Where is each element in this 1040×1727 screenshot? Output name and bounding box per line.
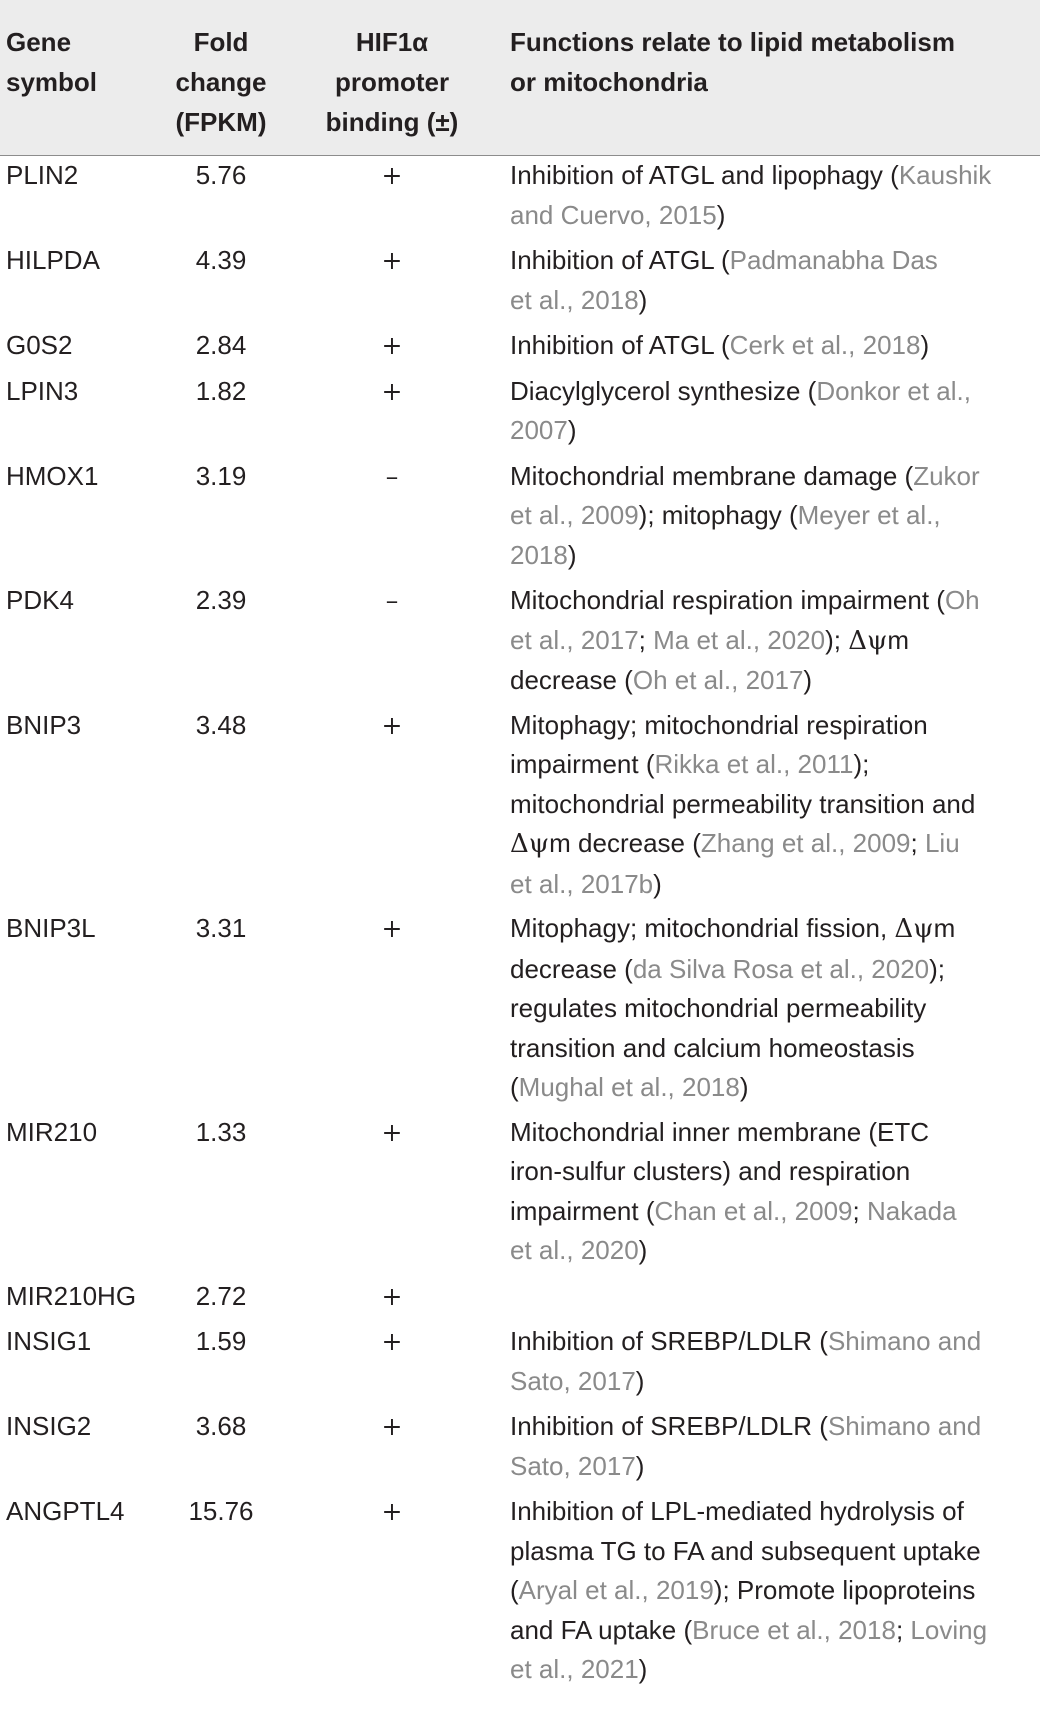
promoter-binding bbox=[306, 581, 478, 621]
function-line bbox=[510, 196, 1040, 236]
fold-change: 1.82 bbox=[195, 375, 247, 406]
gene-symbol: PDK4 bbox=[6, 585, 74, 615]
function-text: mitochondrial permeability transition and bbox=[510, 788, 976, 819]
function-text: Inhibition of ATGL ( bbox=[510, 245, 730, 275]
function-text: ) bbox=[638, 1235, 648, 1265]
function-text: ; bbox=[638, 624, 654, 655]
function-text: iron-sulfur clusters) and respiration bbox=[510, 1156, 911, 1186]
gene-symbol: HMOX1 bbox=[6, 460, 99, 491]
gene-symbol: BNIP3 bbox=[6, 709, 82, 740]
function-text: ( bbox=[510, 1575, 519, 1605]
header-line: binding (±) bbox=[325, 107, 459, 137]
binding-sign: + bbox=[381, 376, 403, 406]
function-text: ) bbox=[635, 1450, 645, 1481]
function-line bbox=[510, 326, 1040, 366]
header-line: or mitochondria bbox=[510, 67, 708, 97]
function-line bbox=[510, 372, 1040, 412]
citation: 2007 bbox=[510, 415, 568, 445]
delta-psi-symbol: Δψ bbox=[894, 914, 934, 944]
function-text: decrease ( bbox=[510, 665, 633, 695]
function-description bbox=[510, 326, 1040, 366]
header-line: HIF1α bbox=[355, 27, 429, 57]
header-line: (FPKM) bbox=[175, 107, 267, 137]
header-line: Gene bbox=[6, 27, 72, 57]
function-text: impairment ( bbox=[510, 749, 655, 779]
fold-change: 2.39 bbox=[195, 585, 247, 615]
function-line bbox=[510, 621, 1040, 662]
citation: Oh et al., 2017 bbox=[632, 665, 804, 695]
promoter-binding bbox=[306, 241, 478, 281]
function-text: ) bbox=[803, 665, 813, 695]
function-text: ) bbox=[638, 1654, 648, 1684]
citation: Shimano and bbox=[827, 1326, 982, 1356]
gene-symbol: LPIN3 bbox=[6, 375, 79, 406]
gene-symbol: PLIN2 bbox=[6, 160, 79, 190]
citation: Sato, 2017 bbox=[510, 1450, 636, 1481]
function-line bbox=[510, 156, 1040, 196]
delta-psi-symbol: Δψ bbox=[510, 829, 550, 859]
gene-symbol: HILPDA bbox=[6, 245, 100, 275]
function-text: ) bbox=[920, 330, 930, 360]
function-line bbox=[510, 241, 1040, 281]
function-text: Diacylglycerol synthesize ( bbox=[510, 375, 817, 406]
fold-change: 5.76 bbox=[195, 160, 247, 190]
fold-change: 2.84 bbox=[195, 330, 247, 360]
function-line bbox=[510, 1447, 1040, 1487]
citation: and Cuervo, 2015 bbox=[510, 199, 717, 230]
citation: da Silva Rosa et al., 2020 bbox=[632, 953, 930, 984]
citation: Padmanabha Das bbox=[729, 245, 938, 275]
function-text: m bbox=[887, 624, 910, 655]
citation: et al., 2020 bbox=[510, 1235, 639, 1265]
citation: Oh bbox=[944, 585, 980, 615]
function-text: ; bbox=[852, 1195, 867, 1226]
function-line bbox=[510, 706, 1040, 746]
function-description bbox=[510, 1492, 1040, 1690]
function-text: ) bbox=[716, 199, 726, 230]
function-line bbox=[510, 1532, 1040, 1572]
promoter-binding bbox=[306, 1492, 478, 1532]
function-line bbox=[510, 1407, 1040, 1447]
header-line: Fold bbox=[193, 27, 249, 57]
function-text: ); bbox=[853, 749, 870, 779]
function-text: ( bbox=[510, 1072, 519, 1102]
citation: 2018 bbox=[510, 539, 568, 570]
binding-sign: + bbox=[381, 246, 403, 275]
function-line bbox=[510, 411, 1040, 451]
function-description bbox=[510, 581, 1040, 701]
function-text: Inhibition of ATGL and lipophagy ( bbox=[510, 160, 899, 190]
function-text: m decrease ( bbox=[549, 828, 701, 858]
citation: Donkor et al., bbox=[816, 375, 971, 406]
function-line bbox=[510, 536, 1040, 576]
gene-symbol: INSIG2 bbox=[6, 1411, 92, 1441]
citation: Nakada bbox=[866, 1195, 957, 1226]
function-text: Mitophagy; mitochondrial respiration bbox=[510, 709, 928, 740]
promoter-binding bbox=[306, 156, 478, 196]
function-line bbox=[510, 1571, 1040, 1611]
gene-symbol: MIR210 bbox=[6, 1116, 98, 1147]
citation: et al., 2017b bbox=[510, 868, 654, 899]
function-text: ) bbox=[653, 868, 662, 899]
function-line bbox=[510, 1029, 1040, 1069]
function-description bbox=[510, 372, 1040, 451]
binding-sign: + bbox=[381, 331, 403, 360]
function-line bbox=[510, 1068, 1040, 1108]
table-header bbox=[0, 0, 1040, 155]
function-text: ); Promote lipoproteins bbox=[713, 1575, 976, 1605]
binding-sign: + bbox=[381, 914, 403, 943]
binding-sign: + bbox=[381, 1412, 403, 1441]
function-text: ); mitophagy ( bbox=[638, 500, 798, 530]
binding-sign: + bbox=[381, 710, 403, 740]
function-text: ); bbox=[929, 953, 946, 984]
function-text: ) bbox=[638, 284, 648, 315]
function-line bbox=[510, 909, 1040, 950]
promoter-binding bbox=[306, 326, 478, 366]
function-text: ; bbox=[895, 1614, 911, 1645]
promoter-binding bbox=[306, 457, 478, 497]
header-line: Functions relate to lipid metabolism bbox=[510, 27, 955, 57]
header-line: change bbox=[175, 67, 267, 97]
function-line bbox=[510, 950, 1040, 990]
citation: Loving bbox=[910, 1614, 988, 1645]
function-text: impairment ( bbox=[510, 1195, 655, 1226]
function-line bbox=[510, 1152, 1040, 1192]
function-line bbox=[510, 1492, 1040, 1532]
function-line bbox=[510, 785, 1040, 825]
header-gene-symbol bbox=[6, 22, 176, 102]
header-line: symbol bbox=[6, 67, 98, 97]
function-text: Mitophagy; mitochondrial fission, bbox=[510, 913, 895, 943]
citation: et al., 2017 bbox=[510, 624, 639, 655]
function-description bbox=[510, 706, 1040, 905]
citation: Mughal et al., 2018 bbox=[518, 1072, 740, 1102]
binding-sign: + bbox=[381, 1497, 403, 1526]
function-text: ; bbox=[910, 828, 925, 858]
fold-change: 15.76 bbox=[188, 1496, 254, 1526]
citation: Chan et al., 2009 bbox=[654, 1195, 853, 1226]
function-text: transition and calcium homeostasis bbox=[510, 1032, 915, 1063]
citation: et al., 2009 bbox=[510, 500, 639, 530]
function-text: ) bbox=[635, 1365, 645, 1396]
delta-psi-symbol: Δψ bbox=[848, 625, 888, 656]
fold-change: 3.68 bbox=[195, 1411, 247, 1441]
fold-change: 3.48 bbox=[195, 709, 247, 740]
function-description bbox=[510, 156, 1040, 235]
citation: Zukor bbox=[913, 460, 980, 491]
citation: Cerk et al., 2018 bbox=[729, 330, 921, 360]
fold-change: 1.33 bbox=[195, 1116, 247, 1147]
function-text: Mitochondrial membrane damage ( bbox=[510, 460, 914, 491]
function-line bbox=[510, 661, 1040, 701]
function-text: Inhibition of SREBP/LDLR ( bbox=[510, 1326, 828, 1356]
header-fold-change bbox=[158, 22, 284, 142]
citation: Zhang et al., 2009 bbox=[700, 828, 911, 858]
binding-sign: + bbox=[381, 1281, 403, 1311]
promoter-binding bbox=[306, 706, 478, 746]
gene-symbol: ANGPTL4 bbox=[6, 1496, 125, 1526]
function-text: m bbox=[933, 913, 956, 943]
citation: Sato, 2017 bbox=[510, 1365, 636, 1396]
fold-change: 3.19 bbox=[195, 460, 247, 491]
citation: Shimano and bbox=[827, 1411, 982, 1441]
promoter-binding bbox=[306, 372, 478, 412]
binding-sign: + bbox=[381, 1117, 403, 1147]
function-line bbox=[510, 989, 1040, 1029]
function-line bbox=[510, 1322, 1040, 1362]
gene-symbol: MIR210HG bbox=[6, 1280, 137, 1311]
function-text: Inhibition of SREBP/LDLR ( bbox=[510, 1411, 828, 1441]
function-line bbox=[510, 1113, 1040, 1153]
promoter-binding bbox=[306, 1113, 478, 1153]
citation: et al., 2021 bbox=[510, 1654, 639, 1684]
function-line bbox=[510, 1611, 1040, 1651]
function-text: ) bbox=[739, 1072, 749, 1102]
gene-symbol: G0S2 bbox=[6, 330, 73, 360]
function-text: Mitochondrial respiration impairment ( bbox=[510, 585, 945, 615]
header-line: promoter bbox=[334, 67, 450, 97]
header-hif1a-binding bbox=[306, 22, 478, 142]
function-line bbox=[510, 1192, 1040, 1232]
fold-change: 4.39 bbox=[195, 245, 247, 275]
function-text: Inhibition of ATGL ( bbox=[510, 330, 730, 360]
fold-change: 3.31 bbox=[195, 913, 247, 943]
function-line bbox=[510, 824, 1040, 865]
function-description bbox=[510, 1113, 1040, 1271]
function-description bbox=[510, 1322, 1040, 1401]
function-text: ) bbox=[567, 539, 577, 570]
function-line bbox=[510, 496, 1040, 536]
citation: Aryal et al., 2019 bbox=[518, 1575, 714, 1605]
fold-change: 2.72 bbox=[195, 1280, 247, 1311]
citation: Bruce et al., 2018 bbox=[692, 1614, 896, 1645]
function-text: Mitochondrial inner membrane (ETC bbox=[510, 1116, 930, 1147]
gene-symbol: BNIP3L bbox=[6, 913, 96, 943]
function-text: Inhibition of LPL-mediated hydrolysis of bbox=[510, 1496, 964, 1526]
function-line bbox=[510, 281, 1040, 321]
citation: Ma et al., 2020 bbox=[653, 624, 826, 655]
function-line bbox=[510, 457, 1040, 497]
binding-sign: + bbox=[381, 161, 403, 190]
promoter-binding bbox=[306, 909, 478, 949]
citation: et al., 2018 bbox=[510, 284, 639, 315]
citation: Liu bbox=[924, 828, 960, 858]
function-line bbox=[510, 745, 1040, 785]
gene-symbol: INSIG1 bbox=[6, 1326, 92, 1356]
citation: Kaushik bbox=[898, 160, 992, 190]
function-line bbox=[510, 581, 1040, 621]
function-description bbox=[510, 909, 1040, 1108]
citation: Rikka et al., 2011 bbox=[654, 749, 854, 779]
function-description bbox=[510, 1407, 1040, 1486]
fold-change: 1.59 bbox=[195, 1326, 247, 1356]
binding-sign: – bbox=[385, 461, 399, 491]
promoter-binding bbox=[306, 1407, 478, 1447]
function-line bbox=[510, 865, 1040, 905]
binding-sign: + bbox=[381, 1327, 403, 1356]
citation: Meyer et al., bbox=[797, 500, 941, 530]
function-description bbox=[510, 241, 1040, 320]
function-text: decrease ( bbox=[510, 953, 633, 984]
header-functions bbox=[510, 22, 1040, 102]
function-text: ) bbox=[567, 415, 577, 445]
function-line bbox=[510, 1650, 1040, 1690]
function-text: ); bbox=[825, 624, 849, 655]
promoter-binding bbox=[306, 1322, 478, 1362]
function-line bbox=[510, 1362, 1040, 1402]
promoter-binding bbox=[306, 1277, 478, 1317]
function-text: regulates mitochondrial permeability bbox=[510, 993, 927, 1023]
function-text: plasma TG to FA and subsequent uptake bbox=[510, 1535, 981, 1566]
function-description bbox=[510, 457, 1040, 576]
function-text: and FA uptake ( bbox=[510, 1614, 693, 1645]
function-line bbox=[510, 1231, 1040, 1271]
binding-sign: – bbox=[385, 586, 399, 615]
